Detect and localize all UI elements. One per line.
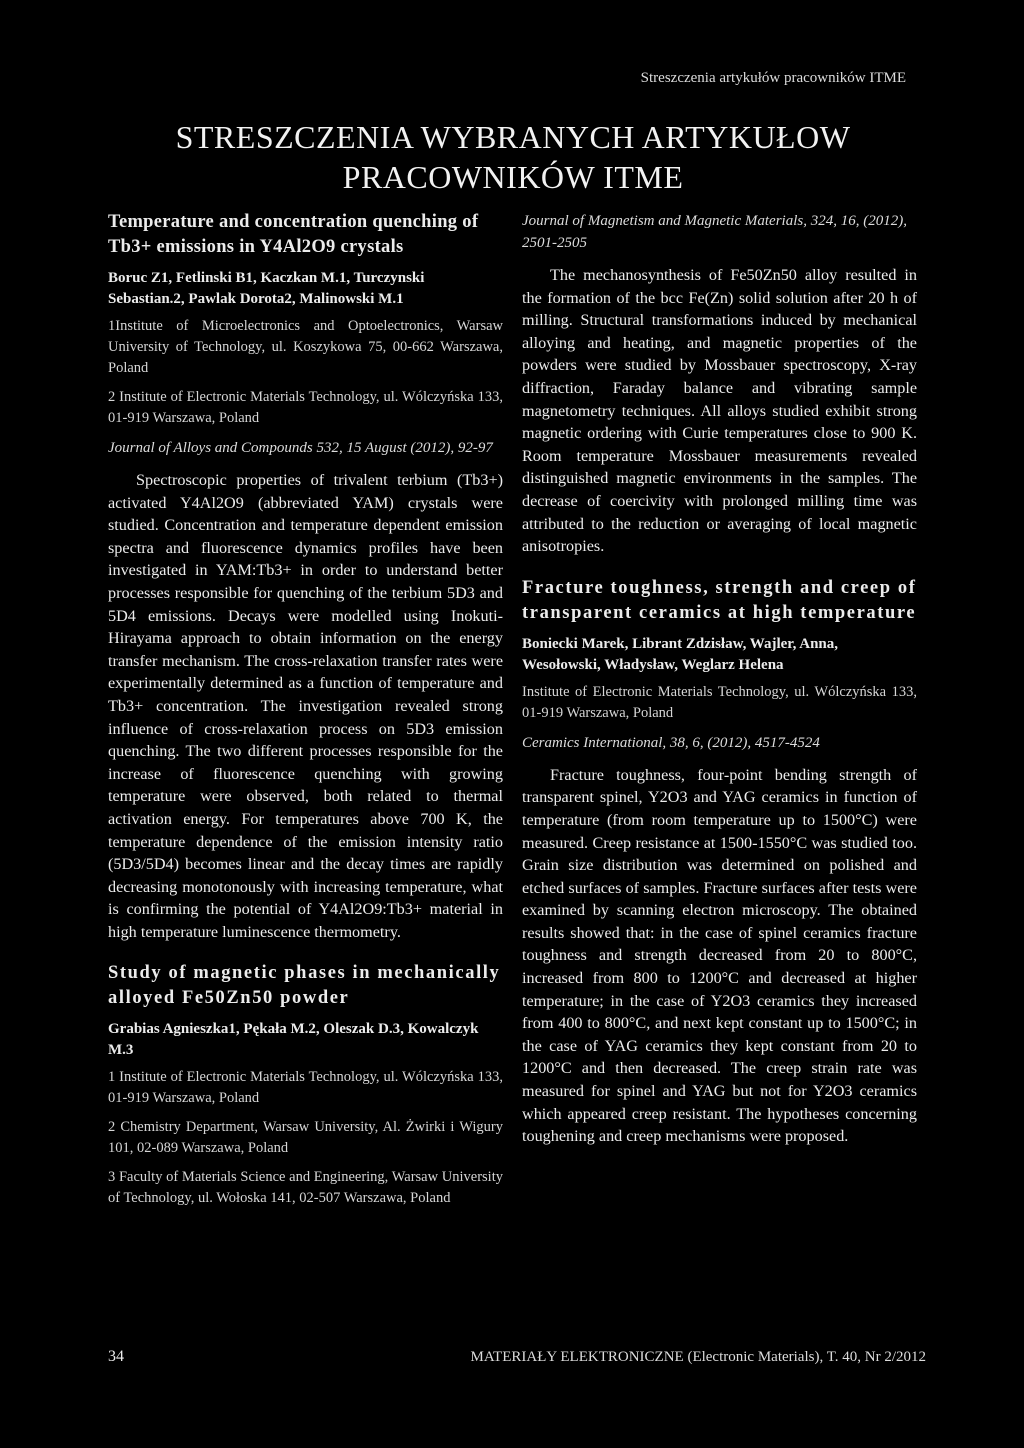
article-abstract: The mechanosynthesis of Fe50Zn50 alloy resulted in the formation of the bcc Fe(Zn) solid solution after 20 h of milling. Structural transformations induced by mechanical alloying and heating, and magnetic properties of the powders were studied by Mossbauer spectroscopy, X-ray diffraction, Faraday balance and vibrating sample magnetometry techniques. All alloys studied exhibit strong magnetic ordering with Curie temperatures close to 900 K. Room temperature Mossbauer measurements revealed distinguished magnetic environments in the samples. The decrease of coercivity with prolonged milling time was attributed to the reduction or averaging of local magnetic anisotropies.	[522, 266, 917, 556]
article-title: Study of magnetic phases in mechanically alloyed Fe50Zn50 powder	[108, 963, 501, 1009]
article-affiliation: 3 Faculty of Materials Science and Engineering, Warsaw University of Technology, ul. Wołoska 141, 02-507 Warszawa, Poland	[108, 1169, 503, 1207]
article-3	[522, 576, 917, 1148]
running-header: Streszczenia artykułów pracowników ITME	[640, 70, 906, 86]
article-authors: Boniecki Marek, Librant Zdzisław, Wajler, Anna, Wesołowski, Władysław, Weglarz Helena	[522, 635, 839, 673]
article-affiliation: 2 Chemistry Department, Warsaw University, Al. Żwirki i Wigury 101, 02-089 Warszawa, Poland	[108, 1119, 503, 1157]
page-title-line-2: PRACOWNIKÓW ITME	[342, 159, 684, 195]
article-abstract: Fracture toughness, four-point bending strength of transparent spinel, Y2O3 and YAG ceramics in function of temperature (from room temperature up to 1500°C) were measured. Creep resistance at 1500-1550°C was studied too. Grain size distribution was determined on polished and etched surfaces of samples. Fracture surfaces after tests were examined by scanning electron microscopy. The obtained results showed that: in the case of spinel ceramics fracture toughness and strength decreased from 20 to 800°C, increased from 800 to 1200°C and decreased at higher temperature; in the case of Y2O3 ceramics they increased from 400 to 800°C, and next kept constant up to 1500°C; in the case of YAG ceramics they kept constant from 20 to 1200°C and then decreased. The creep strain rate was measured for spinel and YAG but not for Y2O3 ceramics which appeared creep resistant. The hypotheses concerning toughening and creep mechanisms were proposed.	[522, 765, 917, 1146]
article-journal: Journal of Magnetism and Magnetic Materials, 324, 16, (2012), 2501-2505	[522, 213, 907, 251]
page-title-line-1: STRESZCZENIA WYBRANYCH ARTYKUŁOW	[175, 119, 851, 155]
article-title: Temperature and concentration quenching of Tb3+ emissions in Y4Al2O9 crystals	[108, 212, 479, 257]
page-title	[110, 117, 916, 197]
article-authors: Boruc Z1, Fetlinski B1, Kaczkan M.1, Turczynski Sebastian.2, Pawlak Dorota2, Malinowski M.1	[108, 270, 425, 307]
left-column	[108, 210, 503, 1217]
article-1	[108, 210, 503, 943]
article-affiliation: 1 Institute of Electronic Materials Technology, ul. Wólczyńska 133, 01-919 Warszawa, Poland	[108, 1069, 503, 1107]
page-number: 34	[108, 1348, 124, 1365]
article-affiliation: Institute of Electronic Materials Technology, ul. Wólczyńska 133, 01-919 Warszawa, Poland	[522, 683, 917, 721]
article-affiliation: 2 Institute of Electronic Materials Technology, ul. Wólczyńska 133, 01-919 Warszawa, Poland	[108, 389, 503, 426]
article-journal: Ceramics International, 38, 6, (2012), 4517-4524	[522, 734, 820, 751]
article-journal: Journal of Alloys and Compounds 532, 15 August (2012), 92-97	[108, 440, 493, 456]
article-authors: Grabias Agnieszka1, Pękała M.2, Oleszak D.3, Kowalczyk M.3	[108, 1021, 479, 1059]
article-affiliation: 1Institute of Microelectronics and Optoelectronics, Warsaw University of Technology, ul. Koszykowa 75, 00-662 Warszawa, Poland	[108, 318, 503, 376]
article-title: Fracture toughness, strength and creep of transparent ceramics at high temperature	[522, 577, 917, 623]
article-abstract: Spectroscopic properties of trivalent terbium (Tb3+) activated Y4Al2O9 (abbreviated YAM) crystals were studied. Concentration and temperature dependent emission spectra and fluorescence dynamics profiles have been investigated in YAM:Tb3+ in order to understand better processes responsible for quenching of the terbium 5D3 and 5D4 emissions. Decays were modelled using Inokuti-Hirayama approach to obtain information on the energy transfer mechanism. The cross-relaxation transfer rates were experimentally determined as a function of temperature and Tb3+ concentration. The investigation revealed strong influence of cross-relaxation process on 5D3 emission quenching. The two different processes responsible for the increase of fluorescence quenching with growing temperature were observed, both related to thermal activation energy. For temperatures above 700 K, the temperature dependence of the emission intensity ratio (5D3/5D4) becomes linear and the decay times are rapidly decreasing monotonously with increasing temperature, what is confirming the potential of Y4Al2O9:Tb3+ material in high temperature luminescence thermometry.	[108, 471, 503, 941]
footer-journal: MATERIAŁY ELEKTRONICZNE (Electronic Materials), T. 40, Nr 2/2012	[470, 1349, 926, 1365]
right-column	[522, 210, 917, 1166]
article-2	[108, 961, 503, 1209]
